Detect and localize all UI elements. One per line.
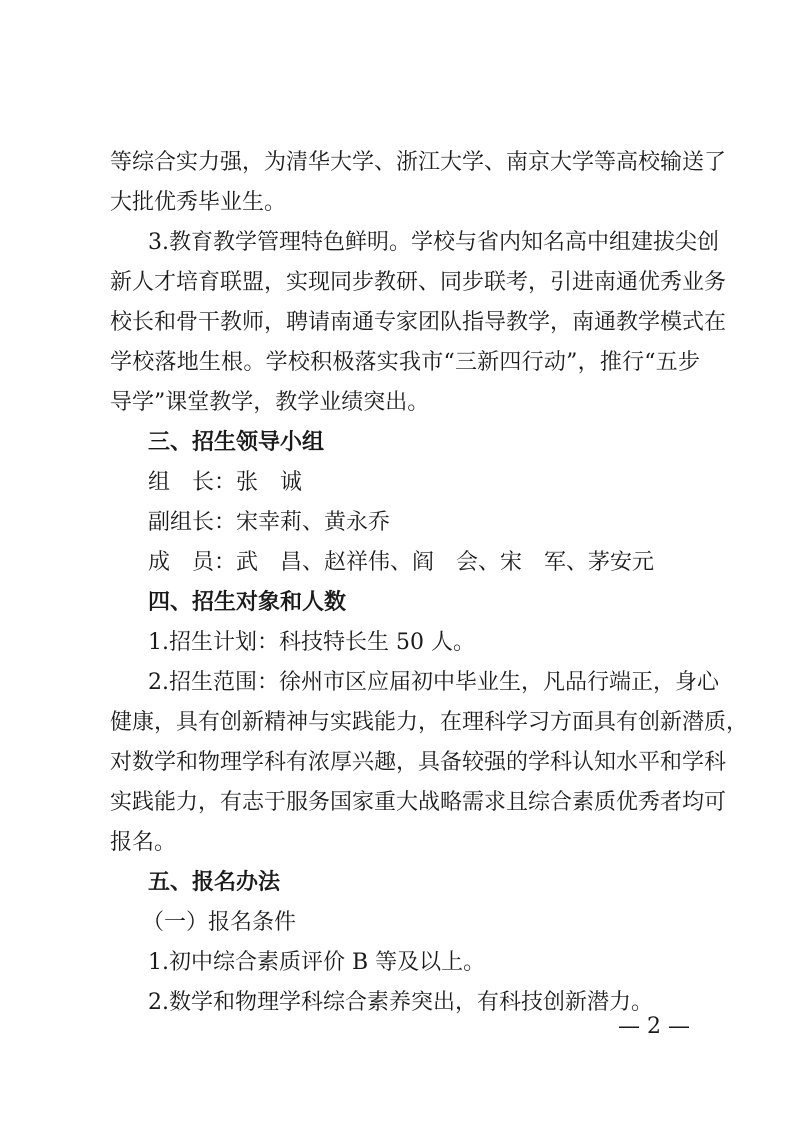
section-heading: 四、招生对象和人数	[148, 590, 347, 615]
body-text-line: 1.初中综合素质评价 B 等及以上。	[148, 950, 486, 975]
body-text-line: 大批优秀毕业生。	[110, 190, 287, 215]
body-text-line: 1.招生计划：科技特长生 50 人。	[148, 630, 475, 655]
body-text-line: 实践能力，有志于服务国家重大战略需求且综合素质优秀者均可	[110, 790, 727, 815]
subsection-heading: （一）报名条件	[142, 910, 297, 935]
leader-line: 组 长：张 诚	[148, 470, 303, 495]
body-text-line: 2.数学和物理学科综合素养突出，有科技创新潜力。	[148, 990, 653, 1015]
section-heading: 三、招生领导小组	[148, 430, 325, 455]
body-text-line: 新人才培育联盟，实现同步教研、同步联考，引进南通优秀业务	[110, 270, 727, 295]
deputy-leader-line: 副组长：宋幸莉、黄永乔	[148, 510, 391, 535]
section-heading: 五、报名办法	[148, 870, 281, 895]
body-text-line: 导学”课堂教学，教学业绩突出。	[110, 390, 430, 415]
body-text-line: 健康，具有创新精神与实践能力，在理科学习方面具有创新潜质，	[110, 710, 749, 735]
members-line: 成 员：武 昌、赵祥伟、阎 会、宋 军、茅安元	[148, 550, 655, 575]
body-text-line: 对数学和物理学科有浓厚兴趣，具备较强的学科认知水平和学科	[110, 750, 727, 775]
body-text-line: 学校落地生根。学校积极落实我市“三新四行动”，推行“五步	[110, 350, 700, 375]
body-text-line: 3.教育教学管理特色鲜明。学校与省内知名高中组建拔尖创	[148, 230, 719, 255]
body-text-line: 等综合实力强，为清华大学、浙江大学、南京大学等高校输送了	[110, 150, 727, 175]
body-text-line: 报名。	[110, 830, 177, 855]
page-number: — 2 —	[618, 1014, 690, 1039]
body-text-line: 校长和骨干教师，聘请南通专家团队指导教学，南通教学模式在	[110, 310, 727, 335]
body-text-line: 2.招生范围：徐州市区应届初中毕业生，凡品行端正，身心	[148, 670, 719, 695]
